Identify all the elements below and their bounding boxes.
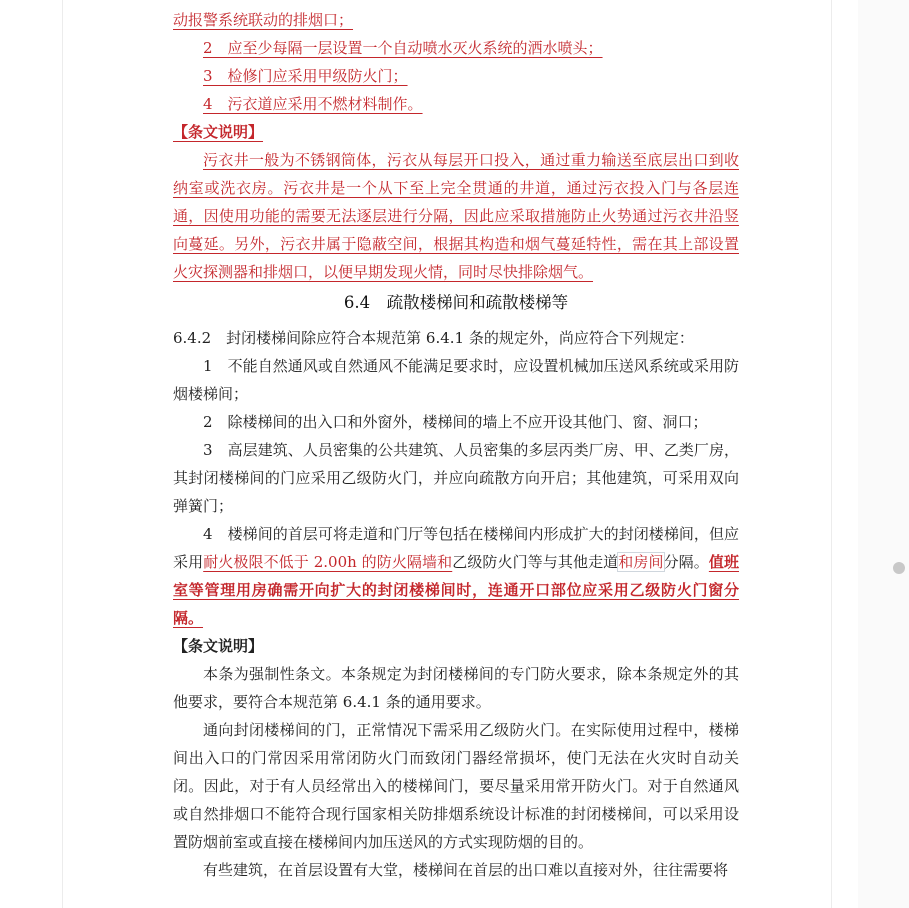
note-label: 【条文说明】	[173, 637, 264, 655]
item4-text: 4 楼梯间的首层可将走道和门厅等包括在楼梯间内形成扩大的封闭楼梯间，但应采用	[173, 525, 739, 571]
note-paragraph: 通向封闭楼梯间的门，正常情况下需采用乙级防火门。在实际使用过程中，楼梯间出入口的门常因采用常闭防火门而致闭门器经常损坏，使门无法在火灾时自动关闭。因此，对于有人员经常出入的楼梯间门，要尽量采用常开防火门。对于自然通风或自然排烟口不能符合现行国家相关防排烟系统设计标准的封闭楼梯间，可以采用设置防烟前室或直接在楼梯间内加压送风的方式实现防烟的目的。	[173, 721, 739, 851]
list-item: 3 检修门应采用甲级防火门；	[203, 67, 408, 85]
revised-text: 耐火极限不低于 2.00h 的防火隔墙和	[203, 553, 453, 571]
document-page	[62, 0, 832, 908]
scroll-gutter	[858, 0, 909, 908]
clause: 6.4.2 封闭楼梯间除应符合本规范第 6.4.1 条的规定外，尚应符合下列规定：	[173, 329, 694, 347]
note-label: 【条文说明】	[173, 123, 264, 141]
list-item: 3 高层建筑、人员密集的公共建筑、人员密集的多层丙类厂房、甲、乙类厂房，其封闭楼梯间的门应采用乙级防火门，并应向疏散方向开启；其他建筑，可采用双向弹簧门；	[173, 441, 739, 515]
list-item: 2 除楼梯间的出入口和外窗外，楼梯间的墙上不应开设其他门、窗、洞口；	[203, 413, 708, 431]
scrollbar-thumb[interactable]	[893, 562, 905, 574]
revised-text-bold: 值班室等管理用房确需开向扩大的封闭楼梯间时，连通开口部位应采用乙级防火门窗分隔。	[173, 553, 739, 627]
note-paragraph: 本条为强制性条文。本条规定为封闭楼梯间的专门防火要求，除本条规定外的其他要求，要符合本规范第 6.4.1 条的通用要求。	[173, 665, 739, 711]
item4-text: 分隔。	[663, 553, 709, 571]
list-item: 4 污衣道应采用不燃材料制作。	[203, 95, 423, 113]
list-item: 1 不能自然通风或自然通风不能满足要求时，应设置机械加压送风系统或采用防烟楼梯间；	[173, 357, 739, 403]
note-paragraph: 有些建筑，在首层设置有大堂，楼梯间在首层的出口难以直接对外，往往需要将	[203, 861, 729, 879]
list-item: 2 应至少每隔一层设置一个自动喷水灭火系统的洒水喷头；	[203, 39, 603, 57]
document-body	[173, 6, 739, 884]
paragraph: 动报警系统联动的排烟口；	[173, 11, 354, 29]
revised-text: 和房间	[618, 553, 664, 571]
item4-text: 乙级防火门等与其他走道	[452, 553, 619, 571]
list-item	[173, 520, 739, 632]
section-heading: 6.4 疏散楼梯间和疏散楼梯等	[343, 293, 569, 312]
note-text: 污衣井一般为不锈钢筒体，污衣从每层开口投入，通过重力输送至底层出口到收纳室或洗衣房。污衣井是一个从下至上完全贯通的井道，通过污衣投入门与各层连通，因使用功能的需要无法逐层进行分隔，因此应采取措施防止火势通过污衣井沿竖向蔓延。另外，污衣井属于隐蔽空间，根据其构造和烟气蔓延特性，需在其上部设置火灾探测器和排烟口，以便早期发现火情，同时尽快排除烟气。	[173, 151, 739, 281]
